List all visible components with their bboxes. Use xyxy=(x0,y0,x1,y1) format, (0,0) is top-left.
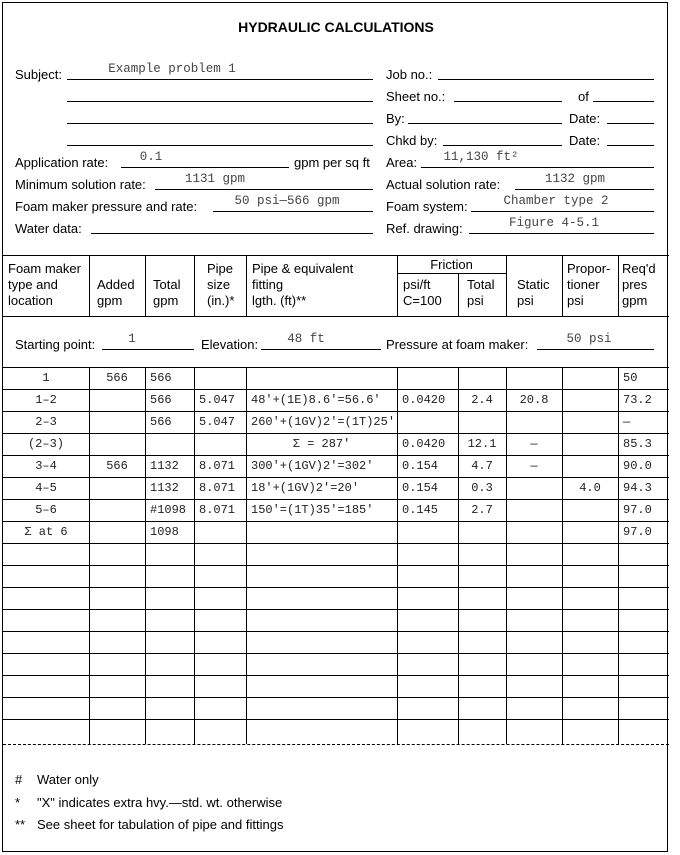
cell-location[interactable]: 4–5 xyxy=(35,481,57,495)
application-rate-unit: gpm per sq ft xyxy=(294,155,370,170)
cell-psi-per-ft[interactable]: 0.154 xyxy=(402,459,439,473)
col-total-header: Total gpm xyxy=(153,277,181,308)
note-2-symbol: * xyxy=(15,795,21,810)
cell-static-psi[interactable]: — xyxy=(530,437,538,451)
starting-point-value[interactable]: 1 xyxy=(128,332,136,346)
starting-point-label: Starting point: xyxy=(15,337,96,352)
job-no-label: Job no.: xyxy=(386,67,433,82)
note-1-symbol: # xyxy=(15,772,23,787)
cell-total-psi[interactable]: 2.7 xyxy=(471,503,493,517)
pressure-at-foam-maker-label: Pressure at foam maker: xyxy=(386,337,529,352)
application-rate-label: Application rate: xyxy=(15,155,109,170)
ref-drawing-line xyxy=(469,233,654,234)
cell-added-gpm[interactable]: 566 xyxy=(106,459,128,473)
cell-pipe-size[interactable]: 8.071 xyxy=(199,503,236,517)
sheet-of-line[interactable] xyxy=(593,101,654,102)
cell-location[interactable]: 1–2 xyxy=(35,393,57,407)
column-divider xyxy=(562,367,563,744)
note-3-symbol: ** xyxy=(15,817,26,832)
job-no-line[interactable] xyxy=(438,79,654,80)
row-rule xyxy=(3,433,669,434)
actual-solution-rate-label: Actual solution rate: xyxy=(386,177,501,192)
sheet-no-line[interactable] xyxy=(454,101,562,102)
cell-total-gpm[interactable]: 566 xyxy=(150,371,172,385)
row-rule xyxy=(3,697,669,698)
column-divider xyxy=(194,255,195,316)
cell-location[interactable]: 5–6 xyxy=(35,503,57,517)
foam-system-value[interactable]: Chamber type 2 xyxy=(503,194,609,208)
row-rule xyxy=(3,455,669,456)
column-divider xyxy=(506,255,507,316)
column-divider xyxy=(458,273,459,316)
cell-reqd-pres[interactable]: 50 xyxy=(623,371,638,385)
row-rule xyxy=(3,719,669,720)
ref-drawing-value[interactable]: Figure 4-5.1 xyxy=(508,216,599,230)
column-divider xyxy=(458,367,459,744)
column-divider xyxy=(397,367,398,744)
col-added-header: Added gpm xyxy=(97,277,135,308)
cell-pipe-size[interactable]: 8.071 xyxy=(199,481,236,495)
cell-location[interactable]: (2–3) xyxy=(27,437,64,451)
area-line xyxy=(421,167,654,168)
starting-point-bottom-rule xyxy=(3,367,669,368)
cell-fitting[interactable]: 260'+(1GV)2'=(1T)25' xyxy=(251,415,396,429)
cell-total-psi[interactable]: 12.1 xyxy=(467,437,497,451)
col-location-header: Foam maker type and location xyxy=(8,261,81,308)
date-2-label: Date: xyxy=(569,133,601,148)
minimum-solution-rate-line xyxy=(155,189,373,190)
date-2-line[interactable] xyxy=(607,145,654,146)
cell-total-gpm[interactable]: 1132 xyxy=(150,481,179,495)
by-label: By: xyxy=(386,111,405,126)
row-rule xyxy=(3,411,669,412)
cell-total-psi[interactable]: 4.7 xyxy=(471,459,493,473)
row-rule xyxy=(3,565,669,566)
column-divider xyxy=(506,367,507,744)
row-rule xyxy=(3,521,669,522)
water-data-line[interactable] xyxy=(91,233,373,234)
cell-psi-per-ft[interactable]: 0.0420 xyxy=(402,437,446,451)
form-title: HYDRAULIC CALCULATIONS xyxy=(238,19,434,35)
checked-by-label: Chkd by: xyxy=(386,133,438,148)
col-total-psi-header: Total psi xyxy=(467,277,495,308)
cell-pipe-size[interactable]: 8.071 xyxy=(199,459,236,473)
cell-static-psi[interactable]: 20.8 xyxy=(519,393,549,407)
foam-maker-pressure-label: Foam maker pressure and rate: xyxy=(15,199,198,214)
col-static-header: Static psi xyxy=(517,277,550,308)
cell-psi-per-ft[interactable]: 0.154 xyxy=(402,481,439,495)
subject-line-4[interactable] xyxy=(67,145,373,146)
row-rule xyxy=(3,675,669,676)
date-label: Date: xyxy=(569,111,601,126)
foam-maker-pressure-value[interactable]: 50 psi—566 gpm xyxy=(234,194,340,208)
cell-total-psi[interactable]: 0.3 xyxy=(471,481,493,495)
cell-reqd-pres[interactable]: 85.3 xyxy=(623,437,652,451)
row-rule xyxy=(3,609,669,610)
pressure-at-foam-maker-value[interactable]: 50 psi xyxy=(566,332,612,346)
cell-fitting[interactable]: 150'=(1T)35'=185' xyxy=(251,503,374,517)
actual-solution-rate-value[interactable]: 1132 gpm xyxy=(544,172,605,186)
by-line[interactable] xyxy=(408,123,562,124)
cell-added-gpm[interactable]: 566 xyxy=(106,371,128,385)
elevation-label: Elevation: xyxy=(201,337,259,352)
cell-static-psi[interactable]: — xyxy=(530,459,538,473)
sheet-no-label: Sheet no.: xyxy=(386,89,446,104)
elevation-line xyxy=(261,349,381,350)
column-divider xyxy=(145,255,146,316)
subject-value[interactable]: Example problem 1 xyxy=(108,62,236,76)
foam-system-label: Foam system: xyxy=(386,199,468,214)
subject-line-2[interactable] xyxy=(67,101,373,102)
ref-drawing-label: Ref. drawing: xyxy=(386,221,463,236)
friction-subheader-rule xyxy=(397,273,506,274)
note-3-text: See sheet for tabulation of pipe and fittings xyxy=(37,817,284,832)
column-divider xyxy=(194,367,195,744)
col-reqd-header: Req'd pres gpm xyxy=(622,261,656,308)
actual-solution-rate-line xyxy=(515,189,654,190)
col-fitting-header: Pipe & equivalent fitting lgth. (ft)** xyxy=(252,261,354,308)
cell-psi-per-ft[interactable]: 0.145 xyxy=(402,503,439,517)
minimum-solution-rate-label: Minimum solution rate: xyxy=(15,177,146,192)
note-1-text: Water only xyxy=(37,772,99,787)
cell-reqd-pres[interactable]: 97.0 xyxy=(623,503,652,517)
application-rate-value[interactable]: 0.1 xyxy=(139,150,163,164)
checked-by-line[interactable] xyxy=(443,145,562,146)
elevation-value[interactable]: 48 ft xyxy=(287,332,325,346)
cell-fitting[interactable]: 48'+(1E)8.6'=56.6' xyxy=(251,393,381,407)
column-divider xyxy=(246,255,247,316)
cell-reqd-pres[interactable]: 94.3 xyxy=(623,481,652,495)
row-rule xyxy=(3,389,669,390)
subject-label: Subject: xyxy=(15,67,62,82)
cell-fitting[interactable]: 300'+(1GV)2'=302' xyxy=(251,459,374,473)
cell-location[interactable]: Σ at 6 xyxy=(24,525,68,539)
column-divider xyxy=(618,367,619,744)
starting-point-line xyxy=(102,349,194,350)
area-value[interactable]: 11,130 ft² xyxy=(443,150,519,164)
cell-pipe-size[interactable]: 5.047 xyxy=(199,415,236,429)
cell-proportioner-psi[interactable]: 4.0 xyxy=(579,481,601,495)
col-pipe-size-header: Pipe size (in.)* xyxy=(207,261,235,308)
pressure-at-foam-maker-line xyxy=(537,349,654,350)
cell-psi-per-ft[interactable]: 0.0420 xyxy=(402,393,446,407)
col-psi-ft-header: psi/ft C=100 xyxy=(403,277,442,308)
cell-total-gpm[interactable]: #1098 xyxy=(150,503,187,517)
cell-fitting[interactable]: Σ = 287' xyxy=(292,437,351,451)
area-label: Area: xyxy=(386,155,418,170)
hydraulic-calculations-form xyxy=(2,2,668,852)
cell-reqd-pres[interactable]: 73.2 xyxy=(623,393,652,407)
note-2-text: "X" indicates extra hvy.—std. wt. otherwise xyxy=(37,795,283,810)
footer-dashed-rule xyxy=(3,744,669,745)
row-rule xyxy=(3,499,669,500)
row-rule xyxy=(3,543,669,544)
foam-system-line xyxy=(471,211,654,212)
cell-location[interactable]: 1 xyxy=(42,371,50,385)
col-proportioner-header: Propor- tioner psi xyxy=(567,261,611,308)
of-label: of xyxy=(578,89,589,104)
cell-reqd-pres[interactable]: 97.0 xyxy=(623,525,652,539)
cell-reqd-pres[interactable]: — xyxy=(623,415,631,429)
cell-location[interactable]: 3–4 xyxy=(35,459,57,473)
row-rule xyxy=(3,631,669,632)
header-bottom-rule xyxy=(3,316,669,317)
foam-maker-pressure-line xyxy=(213,211,373,212)
column-divider xyxy=(246,367,247,744)
cell-fitting[interactable]: 18'+(1GV)2'=20' xyxy=(251,481,360,495)
row-rule xyxy=(3,477,669,478)
table-top-rule xyxy=(3,255,669,256)
subject-line-3[interactable] xyxy=(67,123,373,124)
column-divider xyxy=(89,255,90,316)
col-friction-header: Friction xyxy=(430,257,473,272)
cell-total-psi[interactable]: 2.4 xyxy=(471,393,493,407)
column-divider xyxy=(89,367,90,744)
column-divider xyxy=(562,255,563,316)
water-data-label: Water data: xyxy=(15,221,82,236)
cell-total-gpm[interactable]: 1132 xyxy=(150,459,179,473)
row-rule xyxy=(3,653,669,654)
cell-total-gpm[interactable]: 1098 xyxy=(150,525,179,539)
application-rate-line xyxy=(121,167,289,168)
column-divider xyxy=(145,367,146,744)
column-divider xyxy=(397,255,398,316)
cell-location[interactable]: 2–3 xyxy=(35,415,57,429)
minimum-solution-rate-value[interactable]: 1131 gpm xyxy=(184,172,245,186)
cell-reqd-pres[interactable]: 90.0 xyxy=(623,459,652,473)
date-line[interactable] xyxy=(607,123,654,124)
subject-line-1 xyxy=(67,79,373,80)
cell-total-gpm[interactable]: 566 xyxy=(150,393,172,407)
row-rule xyxy=(3,587,669,588)
cell-pipe-size[interactable]: 5.047 xyxy=(199,393,236,407)
column-divider xyxy=(618,255,619,316)
cell-total-gpm[interactable]: 566 xyxy=(150,415,172,429)
